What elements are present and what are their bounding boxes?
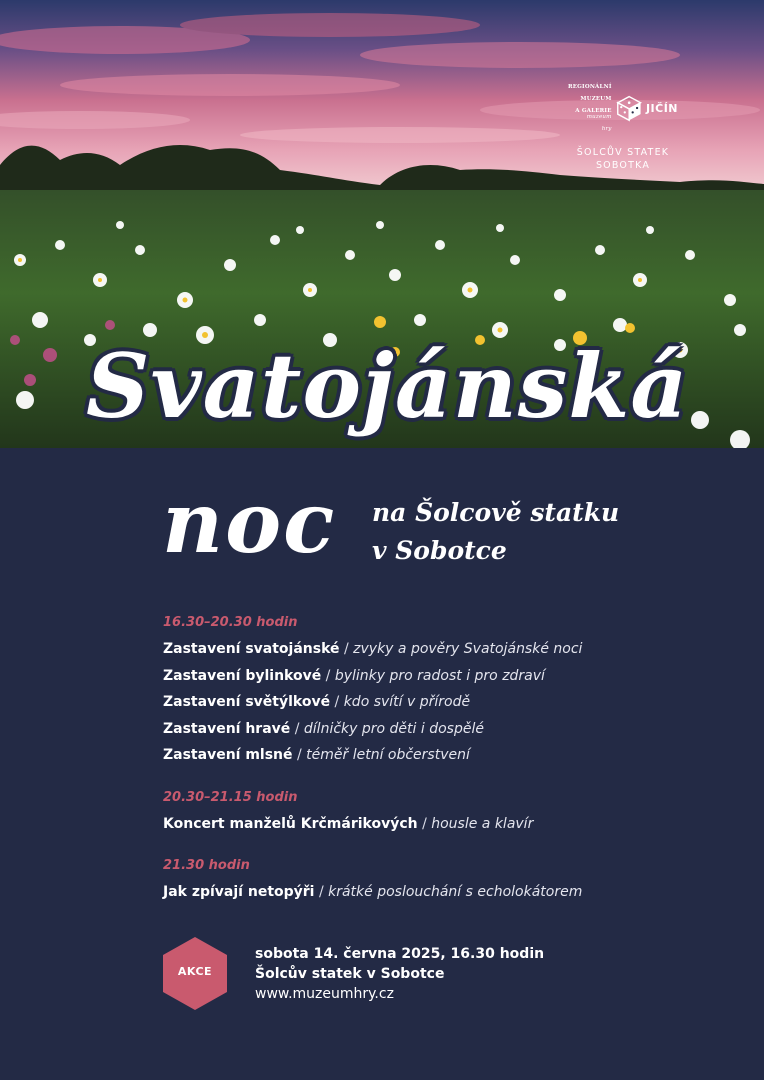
program-time: 21.30 hodin — [163, 858, 250, 873]
event-place: Šolcův statek v Sobotce — [255, 966, 445, 982]
program-time: 20.30–21.15 hodin — [163, 789, 298, 805]
program-item: Koncert manželů Krčmárikových / housle a klavír — [163, 815, 534, 832]
dice-icon — [616, 93, 642, 123]
logo-city: JIČÍN — [645, 101, 678, 115]
museum-logo[interactable] — [568, 78, 678, 172]
event-info — [255, 944, 544, 1004]
program-item: Zastavení hravé / dílničky pro děti i dospělé — [163, 720, 484, 737]
program — [163, 612, 723, 924]
program-block — [163, 612, 723, 769]
title-subtitle: na Šolcově statku v Sobotce — [372, 498, 620, 565]
title-main: Svatojánská — [86, 334, 689, 438]
program-item: Zastavení světýlkové / kdo svítí v přírodě — [163, 694, 471, 710]
title-noc: noc — [162, 473, 337, 572]
logo-museum-name: REGIONÁLNÍ MUZEUM A GALERIE muzeum hry — [568, 84, 612, 132]
badge-label: AKCE — [177, 965, 213, 978]
program-item: Zastavení mlsné / téměř letní občerstvení — [163, 747, 470, 763]
program-item: Jak zpívají netopýři / krátké poslouchání s echolokátorem — [163, 884, 583, 900]
logo-place: ŠOLCŮV STATEK SOBOTKA — [576, 147, 670, 171]
program-block — [163, 787, 723, 838]
program-time: 16.30–20.30 hodin — [163, 615, 298, 630]
program-item: Zastavení svatojánské / zvyky a pověry Svatojánské noci — [163, 641, 583, 657]
program-block — [163, 855, 723, 906]
event-date: sobota 14. června 2025, 16.30 hodin — [255, 946, 545, 962]
website-link[interactable]: www.muzeumhry.cz — [255, 986, 394, 1002]
program-item: Zastavení bylinkové / bylinky pro radost i pro zdraví — [163, 667, 545, 684]
